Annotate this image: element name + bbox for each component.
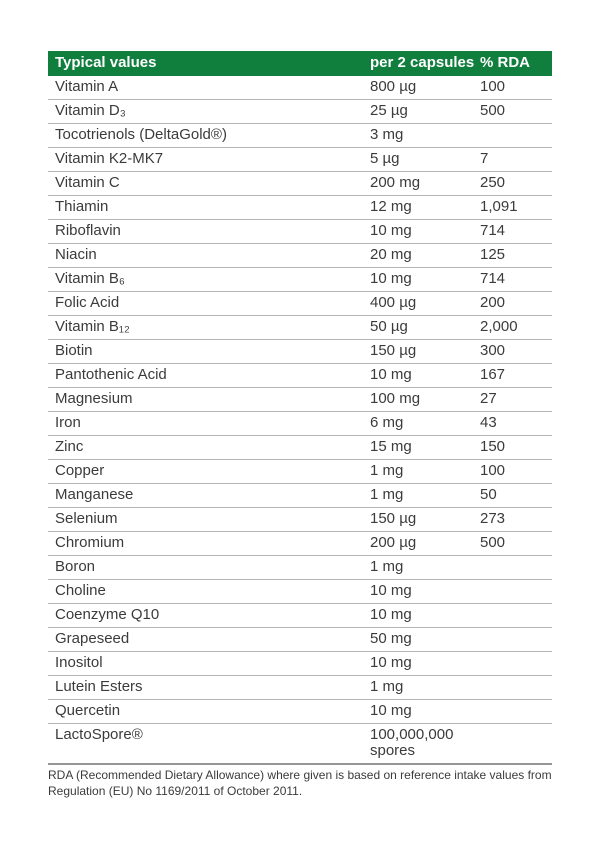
table-row bbox=[48, 148, 552, 172]
nutrient-amount: 50 mg bbox=[370, 630, 412, 647]
nutrient-amount: 10 mg bbox=[370, 270, 412, 287]
nutrient-name: Pantothenic Acid bbox=[55, 366, 167, 383]
nutrient-rda-percent bbox=[480, 727, 552, 759]
nutrient-rda-percent bbox=[480, 127, 552, 143]
table-row bbox=[48, 268, 552, 292]
table-row bbox=[48, 76, 552, 100]
nutrient-amount: 5 µg bbox=[370, 150, 400, 167]
nutrient-name: Boron bbox=[55, 558, 96, 575]
nutrient-amount: 200 mg bbox=[370, 174, 421, 191]
nutrient-name: Vitamin D₃ bbox=[55, 102, 126, 119]
nutrient-rda-percent: 2,000 bbox=[480, 318, 518, 335]
nutrient-name: Grapeseed bbox=[55, 630, 130, 647]
nutrient-amount: 100,000,000 spores bbox=[370, 726, 454, 759]
nutrient-name: Folic Acid bbox=[55, 294, 120, 311]
nutrient-name: Vitamin B₆ bbox=[55, 270, 125, 287]
nutrient-amount: 150 µg bbox=[370, 510, 417, 527]
table-row bbox=[48, 244, 552, 268]
table-row bbox=[48, 628, 552, 652]
nutrient-name: Tocotrienols (DeltaGold®) bbox=[55, 126, 227, 143]
header-per-2-capsules: per 2 capsules bbox=[370, 54, 475, 71]
table-row bbox=[48, 340, 552, 364]
nutrient-name: Manganese bbox=[55, 486, 134, 503]
nutrient-rda-percent: 714 bbox=[480, 222, 506, 239]
rda-footnote bbox=[48, 768, 554, 799]
table-row bbox=[48, 724, 552, 765]
table-row bbox=[48, 700, 552, 724]
nutrient-name: Riboflavin bbox=[55, 222, 121, 239]
nutrient-name: Magnesium bbox=[55, 390, 133, 407]
nutrient-rda-percent bbox=[480, 631, 552, 647]
table-row bbox=[48, 532, 552, 556]
nutrient-rda-percent: 27 bbox=[480, 390, 497, 407]
nutrient-rda-percent: 500 bbox=[480, 102, 506, 119]
nutrient-amount: 1 mg bbox=[370, 486, 404, 503]
nutrient-name: Vitamin B₁₂ bbox=[55, 318, 130, 335]
nutrient-rda-percent: 200 bbox=[480, 294, 506, 311]
nutrient-name: Niacin bbox=[55, 246, 97, 263]
header-typical-values: Typical values bbox=[55, 54, 157, 71]
table-body bbox=[48, 76, 552, 765]
nutrient-amount: 10 mg bbox=[370, 222, 412, 239]
table-row bbox=[48, 388, 552, 412]
nutrient-name: Choline bbox=[55, 582, 106, 599]
nutrient-name: Selenium bbox=[55, 510, 118, 527]
nutrient-name: Lutein Esters bbox=[55, 678, 143, 695]
nutrient-name: Iron bbox=[55, 414, 81, 431]
nutrient-amount: 3 mg bbox=[370, 126, 404, 143]
nutrient-rda-percent: 50 bbox=[480, 486, 497, 503]
nutrient-rda-percent: 300 bbox=[480, 342, 506, 359]
nutrient-rda-percent: 714 bbox=[480, 270, 506, 287]
nutrient-rda-percent: 167 bbox=[480, 366, 506, 383]
nutrient-amount: 6 mg bbox=[370, 414, 404, 431]
nutrient-name: Coenzyme Q10 bbox=[55, 606, 160, 623]
table-row bbox=[48, 508, 552, 532]
nutrient-rda-percent bbox=[480, 607, 552, 623]
nutrient-name: Quercetin bbox=[55, 702, 121, 719]
nutrient-rda-percent bbox=[480, 679, 552, 695]
table-row bbox=[48, 196, 552, 220]
nutrient-amount: 1 mg bbox=[370, 462, 404, 479]
supplement-facts-table bbox=[48, 51, 552, 765]
table-row bbox=[48, 412, 552, 436]
nutrient-rda-percent: 100 bbox=[480, 462, 506, 479]
footnote-line-1: RDA (Recommended Dietary Allowance) where given is based on reference intake values from bbox=[48, 768, 552, 782]
nutrient-rda-percent bbox=[480, 559, 552, 575]
nutrient-rda-percent bbox=[480, 583, 552, 599]
table-row bbox=[48, 484, 552, 508]
nutrient-amount: 10 mg bbox=[370, 654, 412, 671]
nutrient-rda-percent: 273 bbox=[480, 510, 506, 527]
nutrient-amount: 10 mg bbox=[370, 366, 412, 383]
table-row bbox=[48, 460, 552, 484]
nutrient-name: Vitamin C bbox=[55, 174, 120, 191]
header-percent-rda: % RDA bbox=[480, 54, 531, 71]
nutrient-amount: 400 µg bbox=[370, 294, 417, 311]
table-header-row bbox=[48, 51, 552, 76]
table-row bbox=[48, 316, 552, 340]
nutrient-rda-percent: 100 bbox=[480, 78, 506, 95]
nutrient-name: Chromium bbox=[55, 534, 125, 551]
nutrient-amount: 10 mg bbox=[370, 582, 412, 599]
nutrient-amount: 25 µg bbox=[370, 102, 408, 119]
table-row bbox=[48, 100, 552, 124]
nutrient-amount: 50 µg bbox=[370, 318, 408, 335]
nutrient-rda-percent: 500 bbox=[480, 534, 506, 551]
table-row bbox=[48, 364, 552, 388]
nutrient-amount: 1 mg bbox=[370, 558, 404, 575]
nutrient-rda-percent: 7 bbox=[480, 150, 489, 167]
nutrient-name: Vitamin K2-MK7 bbox=[55, 150, 164, 167]
table-row bbox=[48, 292, 552, 316]
nutrient-rda-percent: 1,091 bbox=[480, 198, 518, 215]
nutrient-name: Inositol bbox=[55, 654, 103, 671]
nutrient-amount: 100 mg bbox=[370, 390, 421, 407]
table-row bbox=[48, 220, 552, 244]
nutrient-name: LactoSpore® bbox=[55, 726, 143, 743]
nutrient-rda-percent: 43 bbox=[480, 414, 497, 431]
nutrient-amount: 10 mg bbox=[370, 606, 412, 623]
nutrient-rda-percent bbox=[480, 655, 552, 671]
nutrient-amount: 15 mg bbox=[370, 438, 412, 455]
table-row bbox=[48, 172, 552, 196]
nutrient-amount: 150 µg bbox=[370, 342, 417, 359]
table-row bbox=[48, 676, 552, 700]
table-row bbox=[48, 124, 552, 148]
nutrient-amount: 1 mg bbox=[370, 678, 404, 695]
nutrient-rda-percent: 250 bbox=[480, 174, 506, 191]
footnote-line-2: Regulation (EU) No 1169/2011 of October 2011. bbox=[48, 783, 303, 798]
nutrient-amount: 800 µg bbox=[370, 78, 417, 95]
nutrient-name: Vitamin A bbox=[55, 78, 119, 95]
nutrient-rda-percent: 150 bbox=[480, 438, 506, 455]
table-row bbox=[48, 556, 552, 580]
nutrient-name: Biotin bbox=[55, 342, 93, 359]
nutrient-amount: 10 mg bbox=[370, 702, 412, 719]
nutrient-amount: 12 mg bbox=[370, 198, 412, 215]
nutrient-amount: 20 mg bbox=[370, 246, 412, 263]
nutrient-name: Zinc bbox=[55, 438, 84, 455]
nutrient-name: Copper bbox=[55, 462, 105, 479]
table-row bbox=[48, 604, 552, 628]
table-row bbox=[48, 580, 552, 604]
nutrient-rda-percent bbox=[480, 703, 552, 719]
table-row bbox=[48, 652, 552, 676]
nutrient-amount: 200 µg bbox=[370, 534, 417, 551]
nutrient-rda-percent: 125 bbox=[480, 246, 506, 263]
nutrient-name: Thiamin bbox=[55, 198, 109, 215]
table-row bbox=[48, 436, 552, 460]
